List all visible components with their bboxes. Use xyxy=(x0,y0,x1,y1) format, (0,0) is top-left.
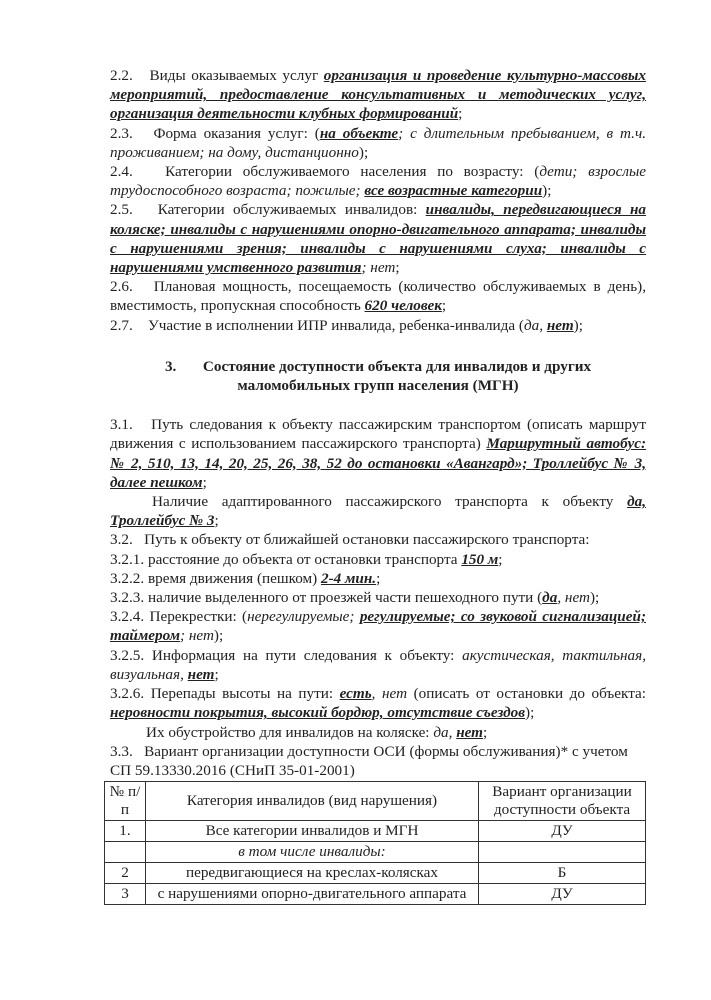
item-2-3: 2.3. Форма оказания услуг: (на объекте; с длительным пребыванием, в т.ч. проживанием; на дому, дистанционно); xyxy=(110,124,647,161)
item-3-1-adapted: Наличие адаптированного пассажирского транспорта к объекту да, Троллейбус № 3; xyxy=(110,493,646,530)
table-header-cell: Категория инвалидов (вид нарушения) xyxy=(146,782,479,821)
table-cell: 2 xyxy=(105,863,146,884)
item-2-6: 2.6. Плановая мощность, посещаемость (количество обслуживаемых в день), вместимость, пропускная способность 620 человек; xyxy=(110,278,646,315)
item-3-3: 3.3. Вариант организации доступности ОСИ (формы обслуживания)* с учетом СП 59.13330.2016 (СНиП 35-01-2001) xyxy=(110,742,628,779)
option-text: , нет xyxy=(557,589,590,607)
table-header-row xyxy=(105,782,646,821)
table-cell xyxy=(479,842,646,863)
option-text: акустическая, тактильная, визуальная, xyxy=(110,646,646,683)
item-2-5: 2.5. Категории обслуживаемых инвалидов: инвалиды, передвигающиеся на коляске; инвалиды с нарушениями опорно-двигательного аппарата; инвалиды с нарушениями зрения; инвалиды с нарушениями слуха; инвалиды с нарушениями умственного развития; нет; xyxy=(110,201,646,277)
selected-value: организация и проведение культурно-массовых мероприятий, предоставление консультативных и методических услуг, организация деятельности клубных формирований xyxy=(110,67,646,123)
option-text: нерегулируемые; xyxy=(247,608,360,626)
selected-value: регулируемые; со звуковой сигнализацией; таймером xyxy=(110,608,646,645)
table-cell: в том числе инвалиды: xyxy=(146,842,479,863)
item-3-2-4: 3.2.4. Перекрестки: (нерегулируемые; регулируемые; со звуковой сигнализацией; таймером; нет); xyxy=(110,608,646,645)
table-cell: с нарушениями опорно-двигательного аппарата xyxy=(146,884,479,905)
option-text: дети; взрослые трудоспособного возраста; пожилые; xyxy=(110,163,647,200)
table-header-cell: № п/п xyxy=(105,782,146,821)
table-cell: Б xyxy=(479,863,646,884)
selected-value: инвалиды, передвигающиеся на коляске; инвалиды с нарушениями опорно-двигательного аппарата; инвалиды с нарушениями зрения; инвалиды с нарушениями слуха; инвалиды с нарушениями умственного развития xyxy=(110,201,646,277)
table-cell: 3 xyxy=(105,884,146,905)
table-cell: передвигающиеся на креслах-колясках xyxy=(146,863,479,884)
selected-value: есть xyxy=(339,685,372,703)
item-3-2-1: 3.2.1. расстояние до объекта от остановки транспорта 150 м; xyxy=(110,550,503,568)
option-text: , нет xyxy=(371,685,408,703)
selected-value: да, Троллейбус № 3 xyxy=(110,493,646,530)
table-cell xyxy=(105,842,146,863)
selected-value: 620 человек xyxy=(364,297,442,315)
item-3-2-2: 3.2.2. время движения (пешком) 2-4 мин.; xyxy=(110,569,381,587)
table-cell: Все категории инвалидов и МГН xyxy=(146,821,479,842)
selected-value: 150 м xyxy=(461,550,499,568)
table-row xyxy=(105,842,646,863)
table-row xyxy=(105,863,646,884)
item-2-7: 2.7. Участие в исполнении ИПР инвалида, ребенка-инвалида (да, нет); xyxy=(110,316,583,334)
option-text: ; с длительным пребыванием, в т.ч. проживанием; на дому, дистанционно xyxy=(110,124,647,161)
item-2-4: 2.4. Категории обслуживаемого населения по возрасту: (дети; взрослые трудоспособного возраста; пожилые; все возрастные категории); xyxy=(110,163,647,200)
selected-value: нет xyxy=(546,316,574,334)
selected-value: нет xyxy=(456,723,483,741)
selected-value: нет xyxy=(187,665,215,683)
item-3-2-6-wheelchair: Их обустройство для инвалидов на коляске: да, нет; xyxy=(146,723,488,741)
option-text: да, xyxy=(524,316,547,334)
accessibility-table xyxy=(104,781,646,905)
item-3-2-6: 3.2.6. Перепады высоты на пути: есть, нет (описать от остановки до объекта: неровности покрытия, высокий бордюр, отсутствие съездов); xyxy=(110,685,646,722)
item-3-2: 3.2. Путь к объекту от ближайшей остановки пассажирского транспорта: xyxy=(110,531,590,549)
selected-value: все возрастные категории xyxy=(364,182,543,200)
table-row xyxy=(105,821,646,842)
item-text: Виды оказываемых услуг xyxy=(149,67,324,84)
document-page xyxy=(110,66,646,905)
item-3-2-3: 3.2.3. наличие выделенного от проезжей части пешеходного пути (да, нет); xyxy=(110,589,600,607)
item-3-2-5: 3.2.5. Информация на пути следования к объекту: акустическая, тактильная, визуальная, нет; xyxy=(110,646,646,683)
table-row xyxy=(105,884,646,905)
table-header-cell: Вариант организации доступности объекта xyxy=(479,782,646,821)
item-3-1: 3.1. Путь следования к объекту пассажирским транспортом (описать маршрут движения с использованием пассажирского транспорта) Маршрутный автобус: № 2, 510, 13, 14, 20, 25, 26, 38, 52 до остановки «Авангард»; Троллейбус № 3, далее пешком; xyxy=(110,416,647,491)
item-number: 2.2. xyxy=(110,67,133,84)
table-cell: ДУ xyxy=(479,821,646,842)
option-text: да, xyxy=(433,723,457,741)
section-3-heading: 3. Состояние доступности объекта для инвалидов и других маломобильных групп населения (МГН) xyxy=(164,357,592,395)
option-text: ; нет xyxy=(361,259,396,277)
selected-value: на объекте xyxy=(319,124,399,142)
table-cell: 1. xyxy=(105,821,146,842)
item-2-2: 2.2. Виды оказываемых услуг организация и проведение культурно-массовых мероприятий, предоставление консультативных и методических услуг, организация деятельности клубных формирований; xyxy=(110,67,646,123)
selected-value: Маршрутный автобус: № 2, 510, 13, 14, 20, 25, 26, 38, 52 до остановки «Авангард»; Троллейбус № 3, далее пешком xyxy=(110,435,647,491)
table-cell: ДУ xyxy=(479,884,646,905)
option-text: ; нет xyxy=(180,627,214,645)
selected-value: да xyxy=(542,589,558,607)
selected-value: 2-4 мин. xyxy=(320,569,377,587)
selected-value: неровности покрытия, высокий бордюр, отсутствие съездов xyxy=(110,704,526,722)
